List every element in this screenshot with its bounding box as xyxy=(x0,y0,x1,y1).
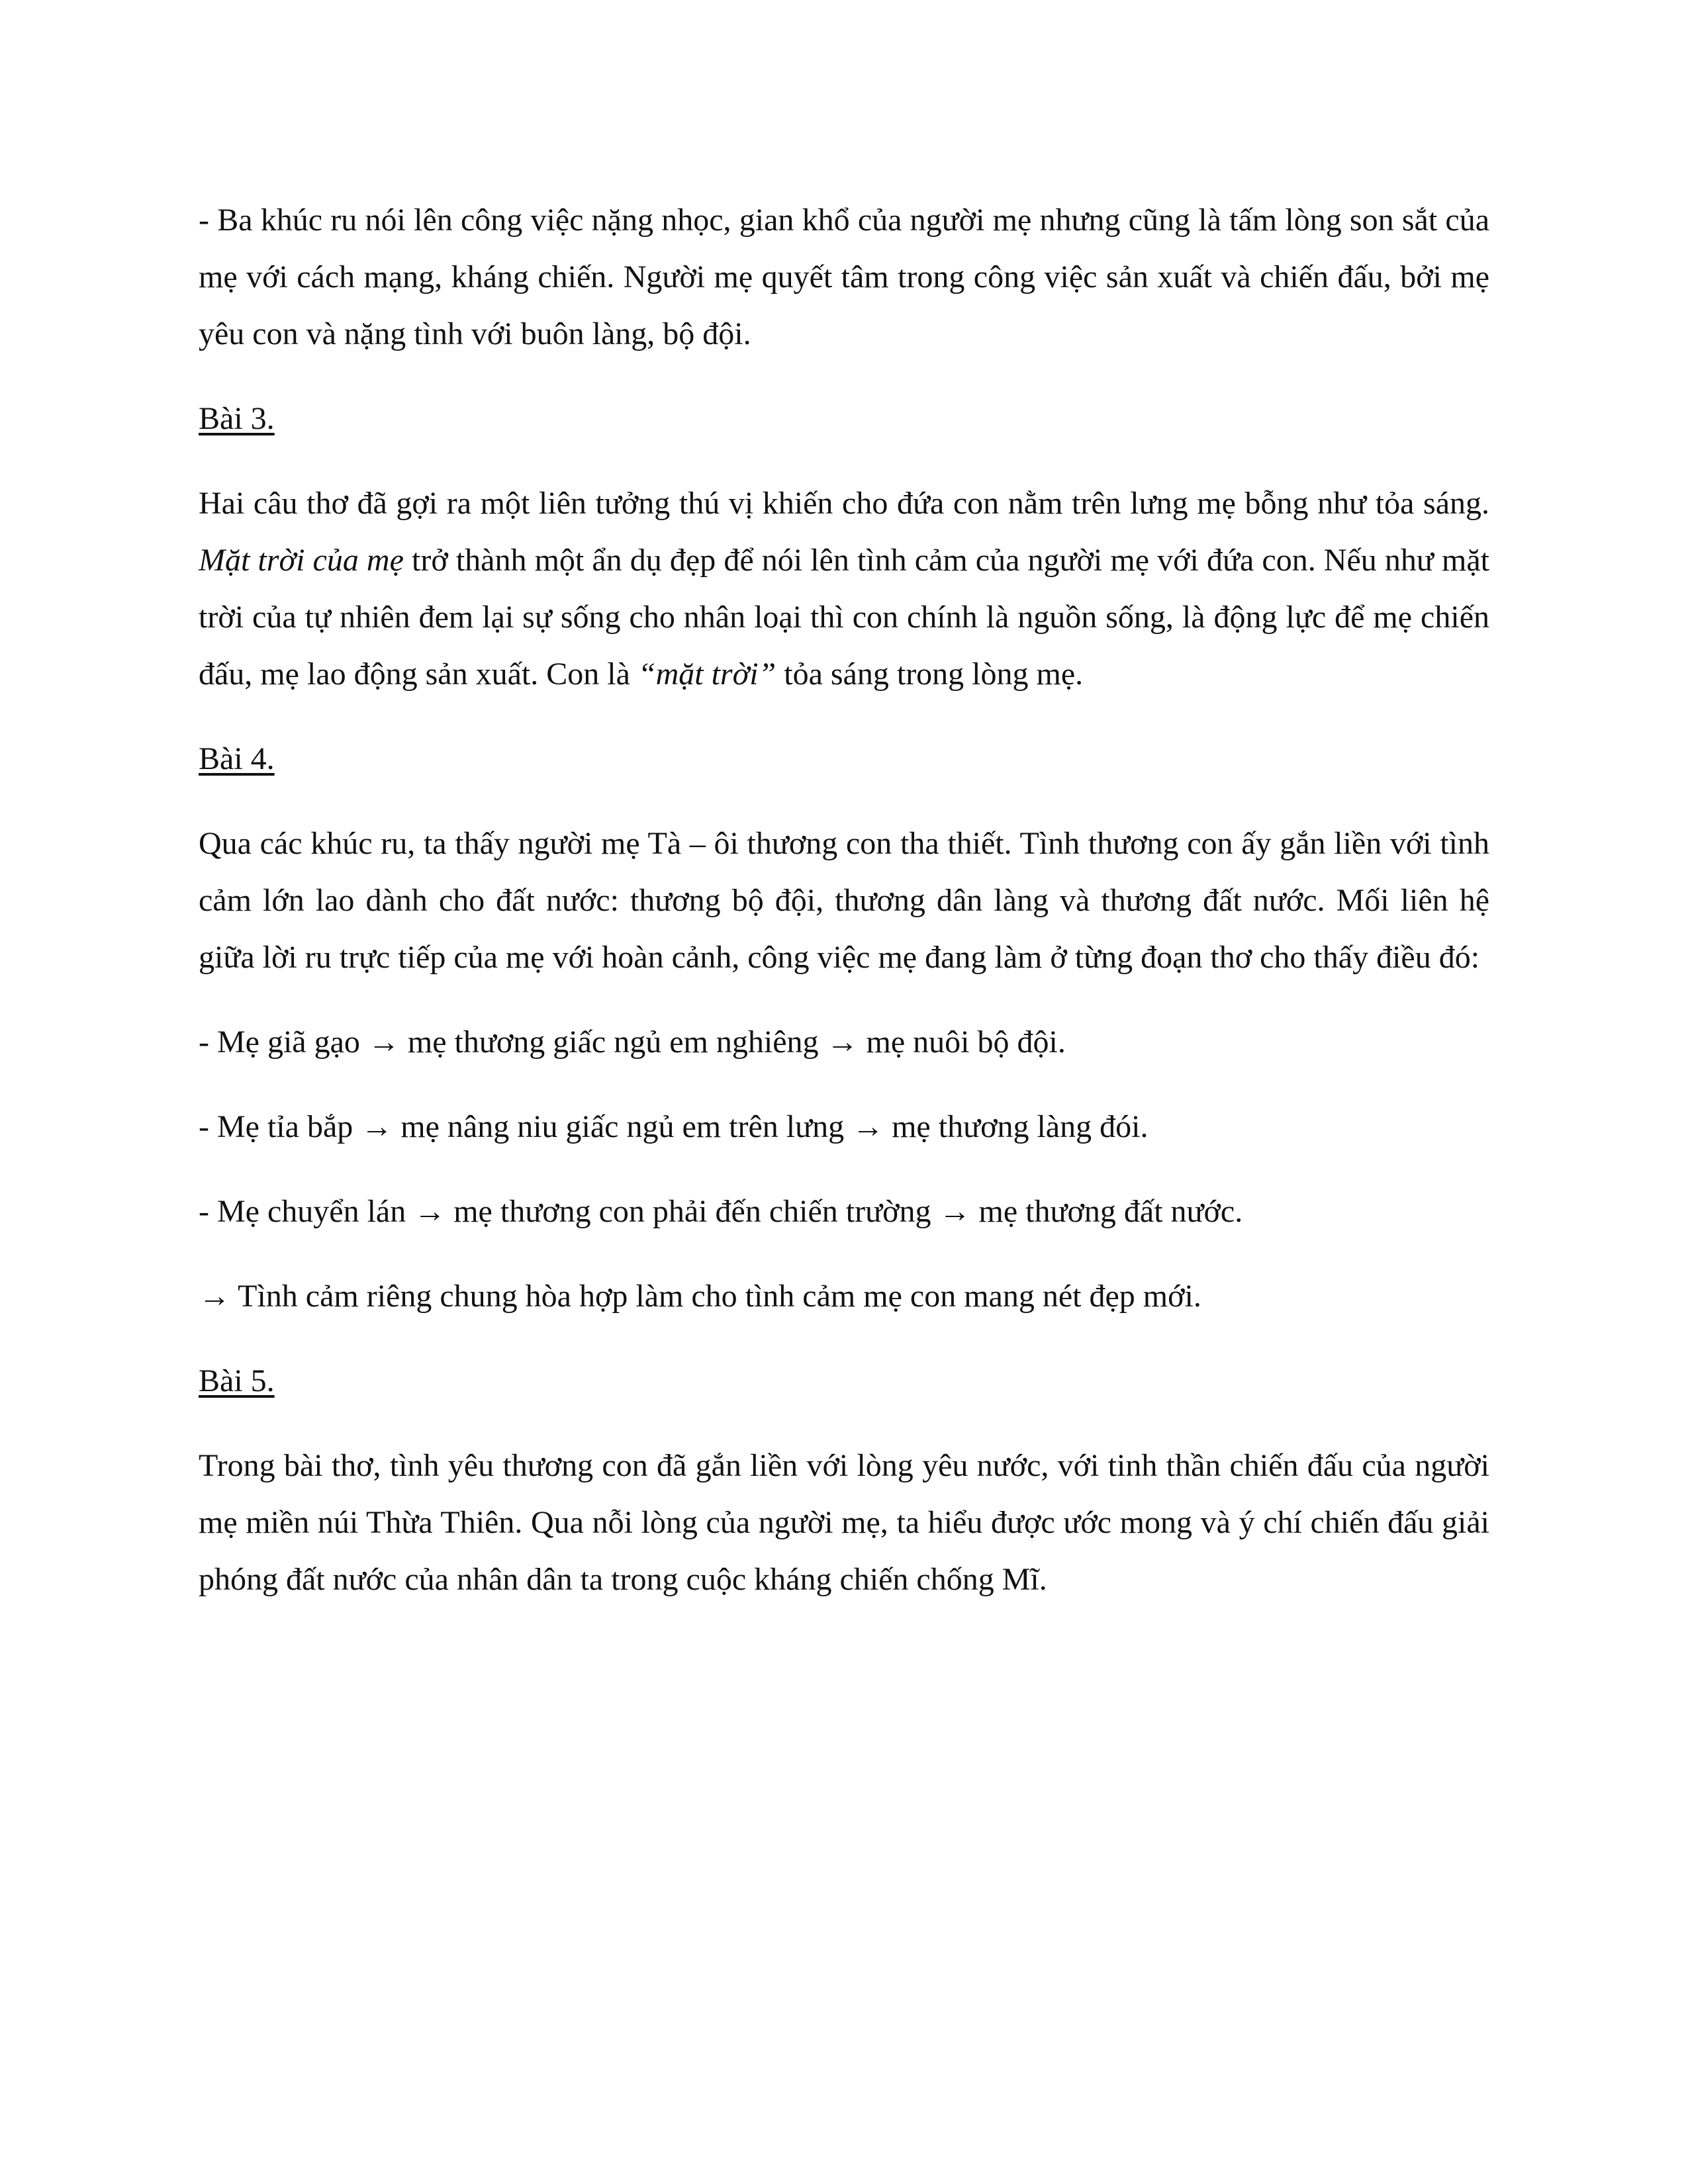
heading-bai-3: Bài 3. xyxy=(199,401,275,436)
document-page xyxy=(199,192,1489,1636)
bai-4-line-3: - Mẹ chuyển lán → mẹ thương con phải đến chiến trường → mẹ thương đất nước. xyxy=(199,1194,1243,1229)
bai-4-conclusion: → Tình cảm riêng chung hòa hợp làm cho tình cảm mẹ con mang nét đẹp mới. xyxy=(199,1279,1201,1314)
paragraph-bai-3 xyxy=(199,475,1489,703)
bai-3-text-3: tỏa sáng trong lòng mẹ. xyxy=(776,657,1084,692)
bai-3-italic-1: Mặt trời của mẹ xyxy=(199,543,404,578)
bai-4-line-2: - Mẹ tỉa bắp → mẹ nâng niu giấc ngủ em trên lưng → mẹ thương làng đói. xyxy=(199,1109,1149,1144)
paragraph-intro: - Ba khúc ru nói lên công việc nặng nhọc, gian khổ của người mẹ nhưng cũng là tấm lòng son sắt của mẹ với cách mạng, kháng chiến. Người mẹ quyết tâm trong công việc sản xuất và chiến đấu, bởi mẹ yêu con và nặng tình với buôn làng, bộ đội. xyxy=(199,203,1489,351)
heading-bai-4: Bài 4. xyxy=(199,741,275,776)
bai-3-text-1: Hai câu thơ đã gợi ra một liên tưởng thú vị khiến cho đứa con nằm trên lưng mẹ bỗng như tỏa sáng. xyxy=(199,486,1489,521)
paragraph-bai-4: Qua các khúc ru, ta thấy người mẹ Tà – ôi thương con tha thiết. Tình thương con ấy gắn liền với tình cảm lớn lao dành cho đất nước: thương bộ đội, thương dân làng và thương đất nước. Mối liên hệ giữa lời ru trực tiếp của mẹ với hoàn cảnh, công việc mẹ đang làm ở từng đoạn thơ cho thấy điều đó: xyxy=(199,826,1489,975)
bai-4-line-1: - Mẹ giã gạo → mẹ thương giấc ngủ em nghiêng → mẹ nuôi bộ đội. xyxy=(199,1024,1066,1060)
bai-3-italic-2: “mặt trời” xyxy=(637,657,776,692)
heading-bai-5: Bài 5. xyxy=(199,1363,275,1398)
bai-3-text-2: trở thành một ẩn dụ đẹp để nói lên tình cảm của người mẹ với đứa con. Nếu như mặt trời của tự nhiên đem lại sự sống cho nhân loại thì con chính là nguồn sống, là động lực để mẹ chiến đấu, mẹ lao động sản xuất. Con là xyxy=(199,543,1490,692)
paragraph-bai-5: Trong bài thơ, tình yêu thương con đã gắn liền với lòng yêu nước, với tinh thần chiến đấu của người mẹ miền núi Thừa Thiên. Qua nỗi lòng của người mẹ, ta hiểu được ước mong và ý chí chiến đấu giải phóng đất nước của nhân dân ta trong cuộc kháng chiến chống Mĩ. xyxy=(199,1448,1489,1597)
